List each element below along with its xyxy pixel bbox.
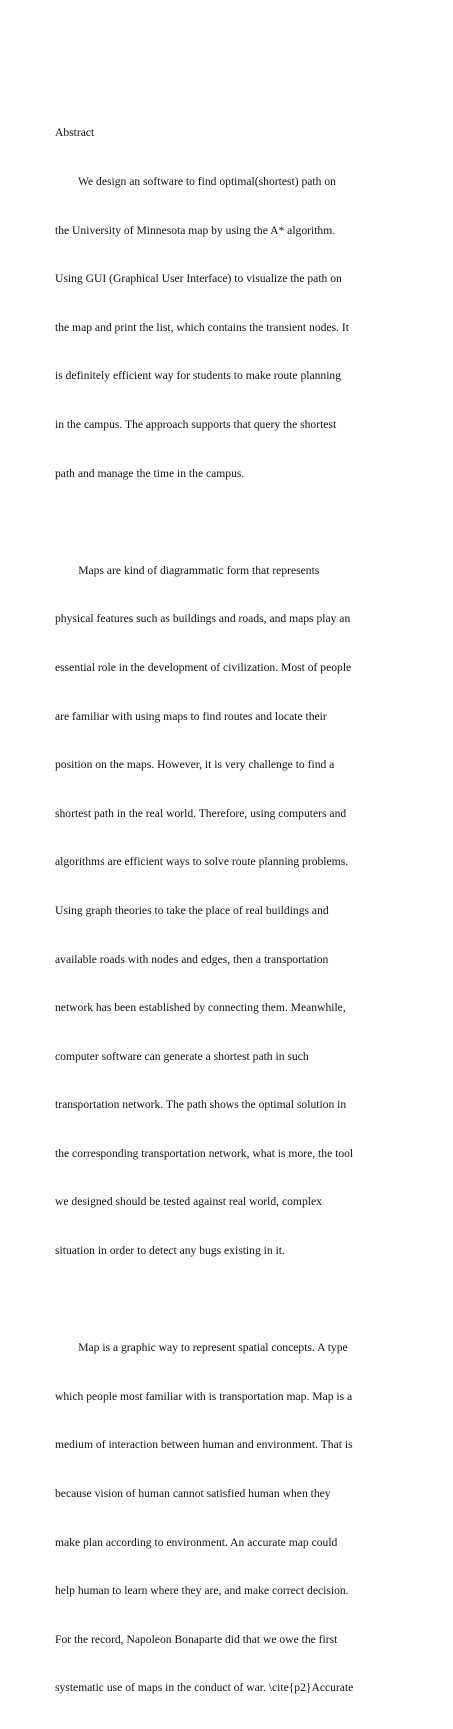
text-line: the corresponding transportation network, what is more, the tool xyxy=(55,1146,354,1160)
text-line: systematic use of maps in the conduct of war. \cite{p2}Accurate xyxy=(55,1681,354,1695)
text-line: is definitely efficient way for students to make route planning xyxy=(55,369,342,383)
text-line: are familiar with using maps to find routes and locate their xyxy=(55,709,327,723)
text-line: Using GUI (Graphical User Interface) to visualize the path on xyxy=(55,272,342,286)
text-line: Map is a graphic way to represent spatial concepts. A type xyxy=(55,1341,348,1355)
text-line: medium of interaction between human and environment. That is xyxy=(55,1438,353,1452)
text-line: essential role in the development of civilization. Most of people xyxy=(55,660,352,674)
text-line: physical features such as buildings and roads, and maps play an xyxy=(55,612,351,626)
text-line: which people most familiar with is transportation map. Map is a xyxy=(55,1389,353,1403)
text-line: in the campus. The approach supports that query the shortest xyxy=(55,417,337,431)
text-line: situation in order to detect any bugs existing in it. xyxy=(55,1244,285,1258)
text-line: available roads with nodes and edges, then a transportation xyxy=(55,952,329,966)
paragraph-break xyxy=(55,514,453,530)
text-line: We design an software to find optimal(shortest) path on xyxy=(55,175,336,188)
text-line: the University of Minnesota map by using the A* algorithm. xyxy=(55,223,336,237)
text-line: network has been established by connecting them. Meanwhile, xyxy=(55,1001,346,1015)
document-body xyxy=(55,93,453,1729)
text-line: shortest path in the real world. Therefore, using computers and xyxy=(55,806,347,820)
text-line: Using graph theories to take the place of real buildings and xyxy=(55,903,329,917)
abstract-heading: Abstract xyxy=(55,126,95,140)
text-line: position on the maps. However, it is very challenge to find a xyxy=(55,758,335,772)
paragraph-break xyxy=(55,1292,453,1308)
text-line: the map and print the list, which contains the transient nodes. It xyxy=(55,320,349,334)
text-line: help human to learn where they are, and make correct decision. xyxy=(55,1584,349,1598)
text-line: algorithms are efficient ways to solve route planning problems. xyxy=(55,855,349,869)
text-line: transportation network. The path shows the optimal solution in xyxy=(55,1098,347,1112)
text-line: computer software can generate a shortest path in such xyxy=(55,1049,309,1063)
text-line: because vision of human cannot satisfied human when they xyxy=(55,1487,331,1501)
text-line: Maps are kind of diagrammatic form that represents xyxy=(55,563,320,577)
text-line: we designed should be tested against real world, complex xyxy=(55,1195,322,1209)
text-line: make plan according to environment. An accurate map could xyxy=(55,1535,338,1549)
text-line: For the record, Napoleon Bonaparte did that we owe the first xyxy=(55,1632,338,1646)
text-line: path and manage the time in the campus. xyxy=(55,466,245,480)
